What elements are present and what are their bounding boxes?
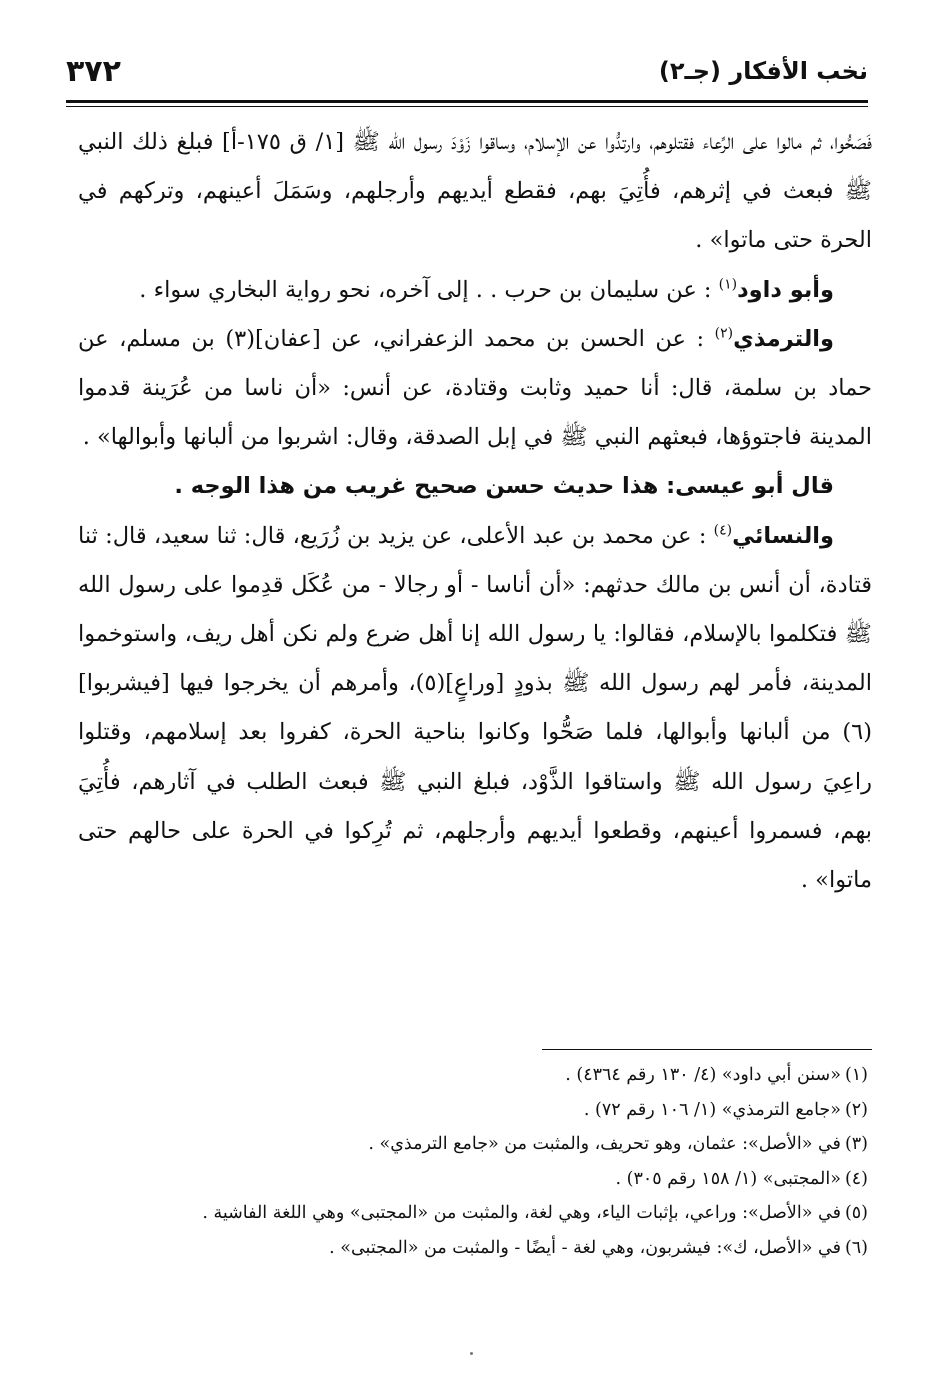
paragraph-lead: قال أبو عيسى: هذا حديث حسن صحيح غريب من هذا الوجه . — [174, 473, 834, 500]
footnote-number: (٥) — [844, 1203, 868, 1224]
paragraph-4 — [78, 462, 872, 511]
footnote-4 — [78, 1162, 868, 1197]
footnote-5 — [78, 1196, 868, 1231]
header-rule — [66, 100, 868, 103]
footnote-3 — [78, 1127, 868, 1162]
footnote-ref: (١) — [718, 276, 738, 293]
footnote-separator — [542, 1049, 872, 1050]
paragraph-text: : عن الحسن بن محمد الزعفراني، عن [عفان](٣) بن مسلم، عن حماد بن سلمة، قال: أنا حميد وثابت وقتادة، عن أنس: «أن ناسا من عُرَينة قدموا المدينة فاجتوؤها، فبعثهم النبي ﷺ في إبل الصدقة، وقال: اشربوا من ألبانها وأبوالها» . — [78, 325, 872, 451]
paragraph-1 — [78, 118, 872, 266]
paragraph-2 — [78, 266, 872, 315]
footnote-text: «المجتبى» (١/ ١٥٨ رقم ٣٠٥) . — [615, 1168, 841, 1189]
paragraph-lead: والنسائي — [732, 522, 834, 549]
paragraph-text: : عن سليمان بن حرب . . إلى آخره، نحو رواية البخاري سواء . — [139, 276, 712, 303]
page-end-mark — [470, 1352, 473, 1355]
footnote-number: (٣) — [844, 1134, 868, 1155]
running-title: نخب الأفكار (جـ٢) — [658, 57, 868, 85]
page-header — [66, 44, 868, 98]
page-number: ٣٧٢ — [66, 53, 121, 89]
paragraph-text: فَصَحُّوا، ثم مالوا على الرِّعاء فقتلوهم، وارتدُّوا عن الإسلام، وساقوا زَوْدَ رسول الله ﷺ [١/ ق ١٧٥-أ] فبلغ ذلك النبي ﷺ فبعث في إثرهم، فأُتِيَ بهم، فقطع أيديهم وأرجلهم، وسَمَلَ أعينهم، وتركهم في الحرة حتى ماتوا» . — [78, 129, 872, 254]
footnote-6 — [78, 1231, 868, 1266]
main-text — [78, 118, 872, 905]
paragraph-3 — [78, 315, 872, 463]
paragraph-lead: والترمذي — [733, 325, 834, 352]
footnote-number: (٤) — [844, 1168, 868, 1189]
footnote-1 — [78, 1058, 868, 1093]
footnotes — [78, 1058, 868, 1266]
header-rule-thin — [66, 106, 868, 107]
footnote-number: (٢) — [844, 1099, 868, 1120]
paragraph-text: : عن محمد بن عبد الأعلى، عن يزيد بن زُرَيع، قال: ثنا سعيد، قال: ثنا قتادة، أن أنس بن مالك حدثهم: «أن أناسا - أو رجالا - من عُكَل قدِموا على رسول الله ﷺ فتكلموا بالإسلام، فقالوا: يا رسول الله إنا أهل ضرع ولم نكن أهل ريف، واستوخموا المدينة، فأمر لهم رسول الله ﷺ بذودٍ [وراعٍ](٥)، وأمرهم أن يخرجوا فيها [فيشربوا](٦) من ألبانها وأبوالها، فلما صَحُّوا وكانوا بناحية الحرة، كفروا بعد إسلامهم، وقتلوا راعِيَ رسول الله ﷺ واستاقوا الذَّوْد، فبلغ النبي ﷺ فبعث الطلب في آثارهم، فأُتِيَ بهم، فسمروا أعينهم، وقطعوا أيديهم وأرجلهم، ثم تُرِكوا في الحرة على حالهم حتى ماتوا» . — [78, 522, 872, 894]
footnote-text: «جامع الترمذي» (١/ ١٠٦ رقم ٧٢) . — [583, 1099, 841, 1120]
footnote-text: في «الأصل»: عثمان، وهو تحريف، والمثبت من «جامع الترمذي» . — [368, 1134, 841, 1155]
footnote-number: (٦) — [844, 1237, 868, 1258]
footnote-2 — [78, 1093, 868, 1128]
paragraph-5 — [78, 512, 872, 906]
footnote-number: (١) — [844, 1065, 868, 1085]
footnote-text: في «الأصل، ك»: فيشربون، وهي لغة - أيضًا - والمثبت من «المجتبى» . — [329, 1237, 841, 1258]
footnote-ref: (٢) — [714, 325, 734, 342]
footnote-text: في «الأصل»: وراعي، بإثبات الياء، وهي لغة، والمثبت من «المجتبى» وهي اللغة الفاشية . — [202, 1203, 841, 1224]
paragraph-lead: وأبو داود — [737, 276, 834, 303]
footnote-ref: (٤) — [713, 522, 733, 539]
footnote-text: «سنن أبي داود» (٤/ ١٣٠ رقم ٤٣٦٤) . — [565, 1065, 841, 1085]
